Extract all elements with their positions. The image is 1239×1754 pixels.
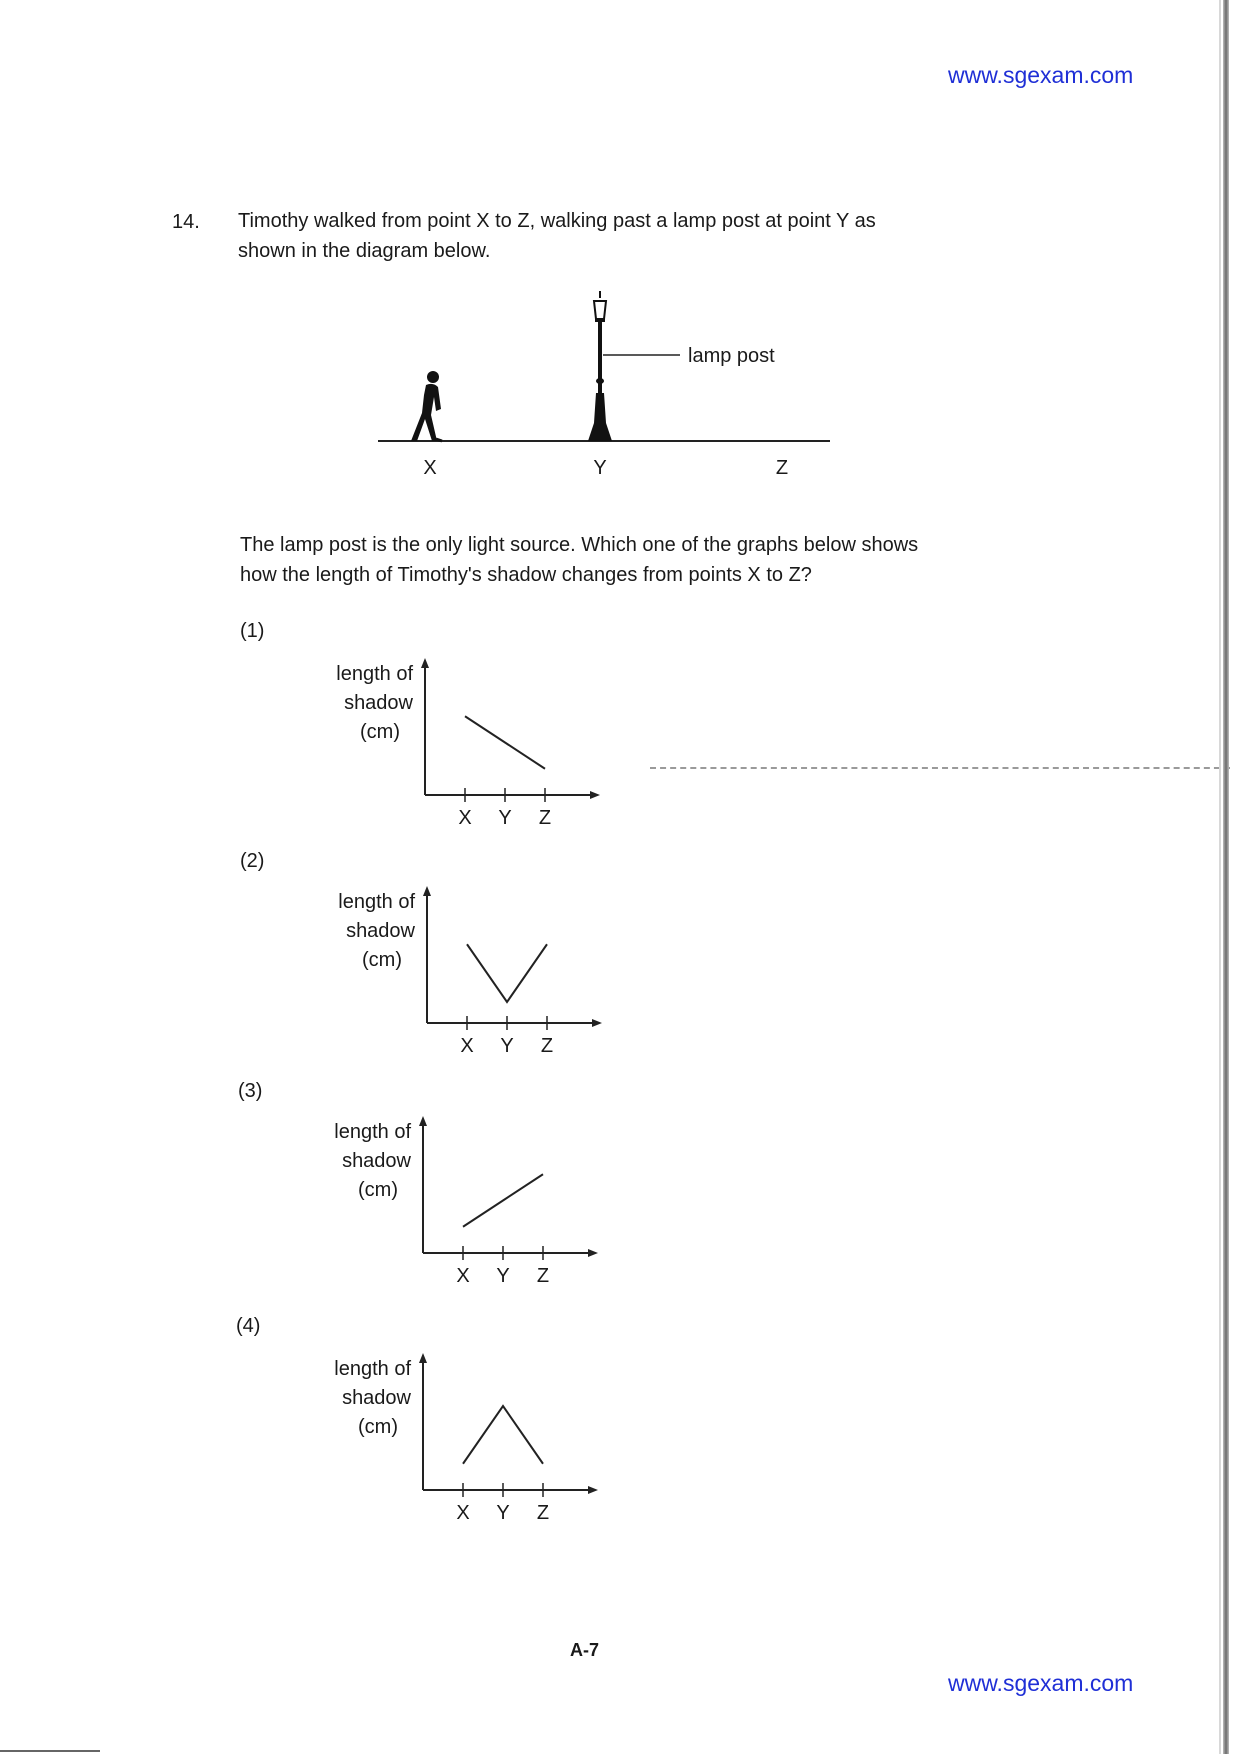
question-intro-line-2: shown in the diagram below. [238,240,491,262]
x-tick-label: Y [500,1035,514,1057]
option-graph-3 [318,1108,618,1298]
y-axis-label-line: length of [334,1358,411,1380]
x-tick-label: Z [536,1502,550,1524]
question-intro [238,206,1058,266]
option-graph-1 [320,650,620,840]
shadow-length-line [463,1406,543,1464]
option-graph-4 [318,1345,618,1535]
y-axis-label-line: shadow [344,692,413,714]
x-tick-label: Y [496,1265,510,1287]
y-axis-label-line: shadow [342,1150,411,1172]
y-axis-label-line: shadow [346,920,415,942]
x-tick-label: X [458,807,472,829]
y-axis-label-line: (cm) [358,1179,398,1201]
header-site-link[interactable]: www.sgexam.com [948,62,1134,88]
y-axis-label-line: shadow [342,1387,411,1409]
y-axis-arrow [419,1353,427,1363]
shadow-length-line [463,1174,543,1227]
y-axis-arrow [423,886,431,896]
scan-dotted-line [650,767,1230,769]
point-label-z: Z [775,457,789,479]
x-axis-arrow [588,1486,598,1494]
scan-edge-shadow [1223,0,1229,1754]
x-tick-label: Z [536,1265,550,1287]
y-axis-label-line: (cm) [360,721,400,743]
y-axis-label-line: (cm) [358,1416,398,1438]
x-tick-label: X [456,1502,470,1524]
y-axis-arrow [421,658,429,668]
x-tick-label: Y [498,807,512,829]
x-axis-arrow [592,1019,602,1027]
x-tick-label: X [460,1035,474,1057]
y-axis-label-line: length of [336,663,413,685]
lamp-post-label: lamp post [688,345,775,367]
y-axis-label-line: length of [338,891,415,913]
question-prompt-line-1: The lamp post is the only light source. Which one of the graphs below shows [240,534,919,556]
footer-site-link[interactable]: www.sgexam.com [948,1670,1134,1696]
scan-bottom-mark [0,1750,100,1752]
option-label-4[interactable]: (4) [236,1315,261,1337]
x-tick-label: Z [538,807,552,829]
point-label-x: X [423,457,437,479]
x-tick-label: X [456,1265,470,1287]
scan-edge-line [1219,0,1221,1754]
shadow-length-line [467,944,547,1002]
option-label-1[interactable]: (1) [240,620,265,642]
walking-person-icon [411,371,442,441]
option-label-3[interactable]: (3) [238,1080,263,1102]
x-tick-label: Z [540,1035,554,1057]
point-label-y: Y [593,457,607,479]
x-axis-arrow [588,1249,598,1257]
y-axis-label-line: (cm) [362,949,402,971]
lamp-post-icon [588,291,612,441]
page-number: A-7 [570,1640,600,1660]
x-axis-arrow [590,791,600,799]
x-tick-label: Y [496,1502,510,1524]
shadow-length-line [465,716,545,769]
y-axis-label-line: length of [334,1121,411,1143]
y-axis-arrow [419,1116,427,1126]
question-prompt-line-2: how the length of Timothy's shadow changes from points X to Z? [240,564,812,586]
question-intro-line-1: Timothy walked from point X to Z, walking past a lamp post at point Y as [238,210,876,232]
option-graph-2 [322,878,622,1068]
question-prompt [240,530,1060,590]
option-label-2[interactable]: (2) [240,850,265,872]
lamp-post-diagram [370,285,840,485]
question-number: 14. [172,211,200,233]
